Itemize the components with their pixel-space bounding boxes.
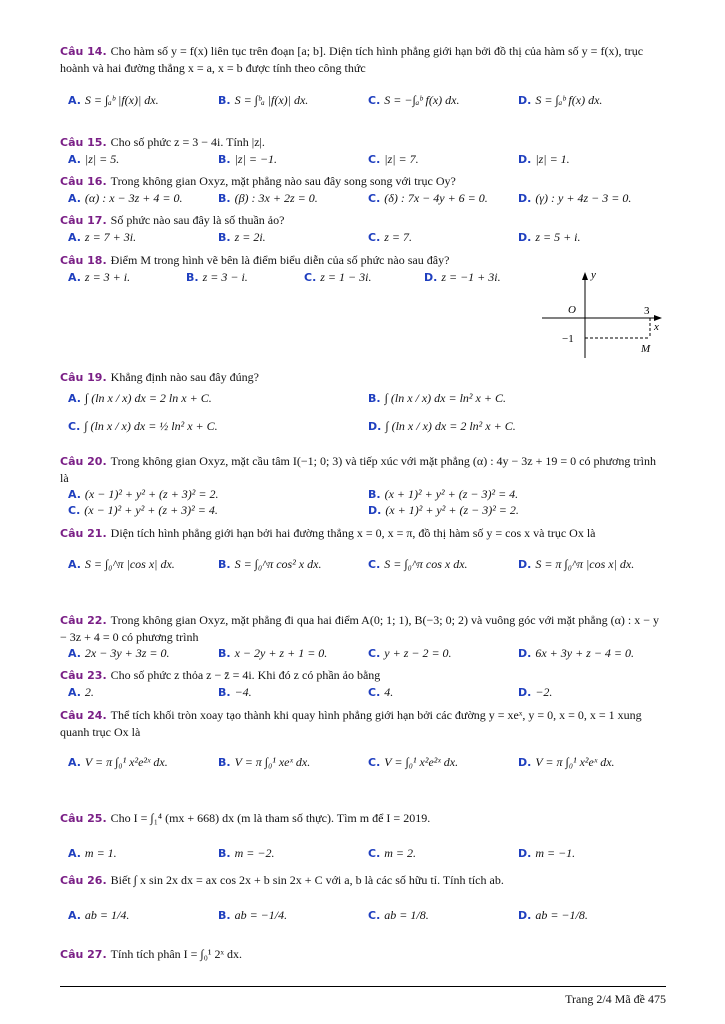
footer-rule <box>60 986 666 987</box>
option-a[interactable]: A. z = 3 + i. <box>68 270 131 284</box>
option-c[interactable]: C. 4. <box>368 685 394 699</box>
option-b[interactable]: B. ∫ (ln x / x) dx = ln² x + C. <box>368 391 506 405</box>
question-24: Câu 24. Thể tích khối tròn xoay tạo thành khi quay hình phẳng giới hạn bởi các đường y = xeˣ, y = 0, x = 0, x = 1 xung quanh trục Ox là A. V = π ∫₀¹ x²e²ˣ dx. B. V = π ∫₀¹ xeˣ dx. C. V = ∫₀¹ x²e²ˣ dx. D. V = π ∫₀¹ x²eˣ dx. <box>60 708 642 769</box>
option-b[interactable]: B. S = ∫ᵇₐ |f(x)| dx. <box>218 93 309 107</box>
option-a[interactable]: A. m = 1. <box>68 846 117 860</box>
question-19: Câu 19. Khẳng định nào sau đây đúng? A. ∫ (ln x / x) dx = 2 ln x + C. B. ∫ (ln x / x) dx = ln² x + C. C. ∫ (ln x / x) dx = ½ ln² x + C. D. ∫ (ln x / x) dx = 2 ln² x + C. <box>60 370 516 433</box>
tick-three: 3 <box>644 305 650 317</box>
question-17: Câu 17. Số phức nào sau đây là số thuần ảo? A. z = 7 + 3i. B. z = 2i. C. z = 7. D. z = 5 + i. <box>60 213 581 244</box>
option-b[interactable]: B. V = π ∫₀¹ xeˣ dx. <box>218 755 311 769</box>
option-a[interactable]: A. z = 7 + 3i. <box>68 230 137 244</box>
option-c[interactable]: C. V = ∫₀¹ x²e²ˣ dx. <box>368 755 459 769</box>
option-a[interactable]: A. (α) : x − 3z + 4 = 0. <box>68 191 183 205</box>
complex-plane-figure <box>540 264 666 360</box>
question-label: Câu 14. <box>60 45 107 58</box>
option-a[interactable]: A. S = ∫ₐᵇ |f(x)| dx. <box>68 93 159 107</box>
option-c[interactable]: C. z = 7. <box>368 230 413 244</box>
option-c[interactable]: C. ab = 1/8. <box>368 908 429 922</box>
option-a[interactable]: A. ∫ (ln x / x) dx = 2 ln x + C. <box>68 391 212 405</box>
question-stem: Cho hàm số y = f(x) liên tục trên đoạn [a; b]. Diện tích hình phẳng giới hạn bởi đồ thị của hàm số y = f(x), trục hoành và hai đường thẳng x = a, x = b được tính theo công thức <box>60 44 644 75</box>
question-16: Câu 16. Trong không gian Oxyz, mặt phẳng nào sau đây song song với trục Oy? A. (α) : x − 3z + 4 = 0. B. (β) : 3x + 2z = 0. C. (δ) : 7x − 4y + 6 = 0. D. (γ) : y + 4z − 3 = 0. <box>60 174 632 205</box>
option-a[interactable]: A. |z| = 5. <box>68 152 120 166</box>
option-d[interactable]: D. V = π ∫₀¹ x²eˣ dx. <box>518 755 615 769</box>
question-22: Câu 22. Trong không gian Oxyz, mặt phẳng đi qua hai điểm A(0; 1; 1), B(−3; 0; 2) và vuông góc với mặt phẳng (α) : x − y − 3z + 4 = 0 có phương trình A. 2x − 3y + 3z = 0. B. x − 2y + z + 1 = 0. C. y + z − 2 = 0. D. 6x + 3y + z − 4 = 0. <box>60 613 659 660</box>
option-d[interactable]: D. ab = −1/8. <box>518 908 588 922</box>
option-d[interactable]: D. S = ∫ₐᵇ f(x) dx. <box>518 93 603 107</box>
question-21: Câu 21. Diện tích hình phẳng giới hạn bởi hai đường thẳng x = 0, x = π, đồ thị hàm số y = cos x và trục Ox là A. S = ∫₀^π |cos x| dx. B. S = ∫₀^π cos² x dx. C. S = ∫₀^π cos x dx. D. S = π ∫₀^π |cos x| dx. <box>60 526 635 571</box>
question-25: Câu 25. Cho I = ∫₁⁴ (mx + 668) dx (m là tham số thực). Tìm m để I = 2019. A. m = 1. B. m = −2. C. m = 2. D. m = −1. <box>60 811 576 860</box>
option-d[interactable]: D. z = −1 + 3i. <box>424 270 501 284</box>
option-c[interactable]: C. (δ) : 7x − 4y + 6 = 0. <box>368 191 488 205</box>
option-d[interactable]: D. |z| = 1. <box>518 152 570 166</box>
option-d[interactable]: D. 6x + 3y + z − 4 = 0. <box>518 646 635 660</box>
option-a[interactable]: A. ab = 1/4. <box>68 908 130 922</box>
option-a[interactable]: A. V = π ∫₀¹ x²e²ˣ dx. <box>68 755 168 769</box>
option-b[interactable]: B. (x + 1)² + y² + (z − 3)² = 4. <box>368 487 519 501</box>
option-a[interactable]: A. S = ∫₀^π |cos x| dx. <box>68 557 175 571</box>
option-b[interactable]: B. −4. <box>218 685 252 699</box>
origin-label: O <box>568 304 576 316</box>
option-c[interactable]: C. S = −∫ₐᵇ f(x) dx. <box>368 93 460 107</box>
option-c[interactable]: C. ∫ (ln x / x) dx = ½ ln² x + C. <box>68 419 218 433</box>
option-d[interactable]: D. m = −1. <box>518 846 576 860</box>
y-label: y <box>591 269 596 281</box>
option-d[interactable]: D. z = 5 + i. <box>518 230 581 244</box>
question-18: Câu 18. Điểm M trong hình vẽ bên là điểm biểu diễn của số phức nào sau đây? A. z = 3 + i. B. z = 3 − i. C. z = 1 − 3i. D. z = −1 + 3i. <box>60 253 501 284</box>
question-27: Câu 27. Tính tích phân I = ∫₀¹ 2ˣ dx. <box>60 947 242 961</box>
option-c[interactable]: C. (x − 1)² + y² + (z + 3)² = 4. <box>68 503 218 517</box>
option-c[interactable]: C. z = 1 − 3i. <box>304 270 372 284</box>
question-15: Câu 15. Cho số phức z = 3 − 4i. Tính |z|. A. |z| = 5. B. |z| = −1. C. |z| = 7. D. |z| = 1. <box>60 135 570 166</box>
point-m-label: M <box>641 343 651 355</box>
option-c[interactable]: C. y + z − 2 = 0. <box>368 646 452 660</box>
option-b[interactable]: B. ab = −1/4. <box>218 908 288 922</box>
option-a[interactable]: A. 2. <box>68 685 94 699</box>
option-a[interactable]: A. (x − 1)² + y² + (z + 3)² = 2. <box>68 487 219 501</box>
option-c[interactable]: C. S = ∫₀^π cos x dx. <box>368 557 468 571</box>
option-a[interactable]: A. 2x − 3y + 3z = 0. <box>68 646 170 660</box>
option-d[interactable]: D. S = π ∫₀^π |cos x| dx. <box>518 557 635 571</box>
option-b[interactable]: B. z = 3 − i. <box>186 270 248 284</box>
option-b[interactable]: B. z = 2i. <box>218 230 266 244</box>
question-14 <box>60 43 666 116</box>
option-b[interactable]: B. S = ∫₀^π cos² x dx. <box>218 557 322 571</box>
tick-minus-one: −1 <box>562 333 574 345</box>
option-d[interactable]: D. ∫ (ln x / x) dx = 2 ln² x + C. <box>368 419 516 433</box>
option-c[interactable]: C. |z| = 7. <box>368 152 419 166</box>
question-23: Câu 23. Cho số phức z thỏa z − z̄ = 4i. Khi đó z có phần ảo bằng A. 2. B. −4. C. 4. D. −2. <box>60 668 553 699</box>
option-b[interactable]: B. m = −2. <box>218 846 275 860</box>
question-20: Câu 20. Trong không gian Oxyz, mặt cầu tâm I(−1; 0; 3) và tiếp xúc với mặt phẳng (α) : 4y − 3z + 19 = 0 có phương trình là A. (x − 1)² + y² + (z + 3)² = 2. B. (x + 1)² + y² + (z − 3)² = 4. C. (x − 1)² + y² + (z + 3)² = 4. D. (x + 1)² + y² + (z − 3)² = 2. <box>60 454 657 517</box>
page-footer: Trang 2/4 Mã đề 475 <box>565 992 666 1006</box>
x-label: x <box>654 321 659 333</box>
option-d[interactable]: D. −2. <box>518 685 553 699</box>
option-b[interactable]: B. x − 2y + z + 1 = 0. <box>218 646 328 660</box>
option-d[interactable]: D. (x + 1)² + y² + (z − 3)² = 2. <box>368 503 519 517</box>
option-c[interactable]: C. m = 2. <box>368 846 417 860</box>
option-b[interactable]: B. |z| = −1. <box>218 152 278 166</box>
y-arrow-icon <box>582 272 588 280</box>
option-b[interactable]: B. (β) : 3x + 2z = 0. <box>218 191 318 205</box>
option-d[interactable]: D. (γ) : y + 4z − 3 = 0. <box>518 191 632 205</box>
question-26: Câu 26. Biết ∫ x sin 2x dx = ax cos 2x + b sin 2x + C với a, b là các số hữu tỉ. Tính tích ab. A. ab = 1/4. B. ab = −1/4. C. ab = 1/8. D. ab = −1/8. <box>60 873 588 922</box>
